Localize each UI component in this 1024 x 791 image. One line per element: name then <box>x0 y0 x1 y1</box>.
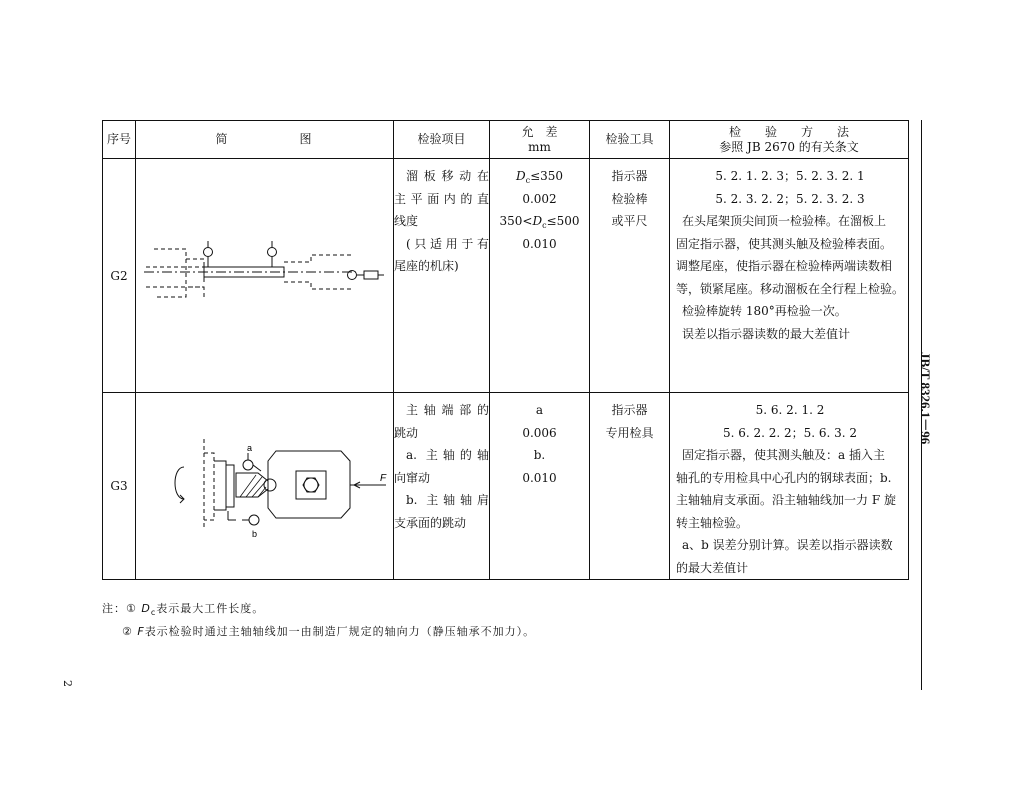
header-method-ref: 参照 JB 2670 的有关条文 <box>719 139 859 154</box>
method-line: 在头尾架顶尖间顶一检验棒。在溜板上 <box>682 214 887 228</box>
tool-line: 检验棒 <box>611 191 648 206</box>
method-line: 调整尾座，使指示器在检验棒两端读数相 <box>676 259 893 273</box>
tool-g2 <box>590 159 670 393</box>
item-line: 尾座的机床) <box>394 259 459 273</box>
item-line: a. 主轴的轴 <box>406 448 489 462</box>
item-line: 支承面的跳动 <box>394 515 467 530</box>
method-line: 固定指示器，使其测头触及：a 插入主 <box>682 448 885 462</box>
header-tolerance-label: 允 差 <box>521 124 558 139</box>
tol-symbol: D <box>532 214 543 228</box>
note-1-sub: c <box>150 608 157 617</box>
row-number: G3 <box>103 393 136 580</box>
header-tolerance-unit: mm <box>528 139 551 154</box>
tolerance-line: 0.006 <box>522 425 557 440</box>
method-line: a、b 误差分别计算。误差以指示器读数 <box>682 538 893 552</box>
diagram-g2 <box>136 159 394 393</box>
method-line: 5. 6. 2. 2. 2；5. 6. 3. 2 <box>722 425 858 440</box>
label-f: F <box>380 472 387 484</box>
method-line: 检验棒旋转 180°再检验一次。 <box>682 304 847 318</box>
item-line: 主轴端部的 <box>406 403 489 417</box>
note-2 <box>122 623 535 639</box>
note-2-prefix: ② <box>122 625 138 638</box>
tolerance-g3 <box>490 393 590 580</box>
inspection-table <box>102 120 909 580</box>
note-2-symbol: F <box>137 625 145 638</box>
tool-line: 指示器 <box>611 169 648 183</box>
method-line: 的最大差值计 <box>676 560 749 575</box>
item-g3 <box>394 393 490 580</box>
tol-sub: c <box>542 221 547 230</box>
item-g2 <box>394 159 490 393</box>
tolerance-line: b. <box>533 448 546 462</box>
tool-line: 专用检具 <box>605 425 654 440</box>
item-line: 跳动 <box>394 425 419 440</box>
item-line: 主平面内的直 <box>394 191 489 206</box>
method-line: 等，锁紧尾座。移动溜板在全行程上检验。 <box>676 281 905 296</box>
method-line: 轴孔的专用检具中心孔内的钢球表面；b. <box>676 470 892 485</box>
method-line: 误差以指示器读数的最大差值计 <box>682 326 851 341</box>
tol-symbol: D <box>515 169 526 183</box>
tool-line: 指示器 <box>611 403 648 417</box>
header-no: 序号 <box>103 121 136 159</box>
tol-text: ≤350 <box>530 169 564 183</box>
note-1-prefix: 注：① <box>102 602 142 615</box>
page-number: 2 <box>61 680 74 687</box>
note-1-text: 表示最大工件长度。 <box>156 602 265 615</box>
tolerance-line: 0.010 <box>522 236 557 251</box>
spindle-test-bar-diagram <box>136 159 393 389</box>
item-line: 线度 <box>394 214 419 228</box>
method-line: 转主轴检验。 <box>676 515 749 530</box>
table-row-g2 <box>103 159 909 393</box>
method-line: 主轴轴肩支承面。沿主轴轴线加一力 F 旋 <box>676 493 896 507</box>
header-method <box>670 121 909 159</box>
tool-g3 <box>590 393 670 580</box>
item-line: (只适用于有 <box>406 236 489 251</box>
tolerance-line: a <box>535 403 544 417</box>
note-1 <box>102 600 264 617</box>
note-1-symbol: D <box>141 602 151 615</box>
tol-text: ≤500 <box>546 214 580 228</box>
method-line: 5. 6. 2. 1. 2 <box>755 403 825 417</box>
tolerance-g2 <box>490 159 590 393</box>
method-line: 5. 2. 3. 2. 2；5. 2. 3. 2. 3 <box>715 191 865 206</box>
row-number: G2 <box>103 159 136 393</box>
header-method-label: 检 验 方 法 <box>729 124 850 139</box>
header-tolerance <box>490 121 590 159</box>
method-g3 <box>670 393 909 580</box>
note-2-text: 表示检验时通过主轴轴线加一由制造厂规定的轴向力（静压轴承不加力）。 <box>144 625 536 638</box>
table-row-g3 <box>103 393 909 580</box>
tolerance-line <box>490 210 589 233</box>
header-tool: 检验工具 <box>590 121 670 159</box>
tolerance-line: 0.002 <box>522 191 557 206</box>
method-g2 <box>670 159 909 393</box>
item-line: 向窜动 <box>394 470 431 485</box>
method-line: 5. 2. 1. 2. 3；5. 2. 3. 2. 1 <box>715 169 865 183</box>
header-item: 检验项目 <box>394 121 490 159</box>
spindle-runout-diagram <box>136 395 393 575</box>
item-line: b. 主轴轴肩 <box>406 493 489 507</box>
header-diagram: 简 图 <box>136 121 394 159</box>
label-a: a <box>247 442 253 453</box>
method-line: 固定指示器，使其测头触及检验棒表面。 <box>676 236 893 251</box>
label-b: b <box>252 528 258 539</box>
standard-number: JB/T 8326.1－96 <box>918 352 933 445</box>
tol-text: 350< <box>499 214 533 228</box>
tolerance-line: 0.010 <box>522 470 557 485</box>
diagram-g3 <box>136 393 394 580</box>
tolerance-line <box>490 165 589 188</box>
tool-line: 或平尺 <box>611 214 648 228</box>
tol-sub: c <box>525 176 531 185</box>
item-line: 溜板移动在 <box>406 169 489 183</box>
header-row <box>103 121 909 159</box>
